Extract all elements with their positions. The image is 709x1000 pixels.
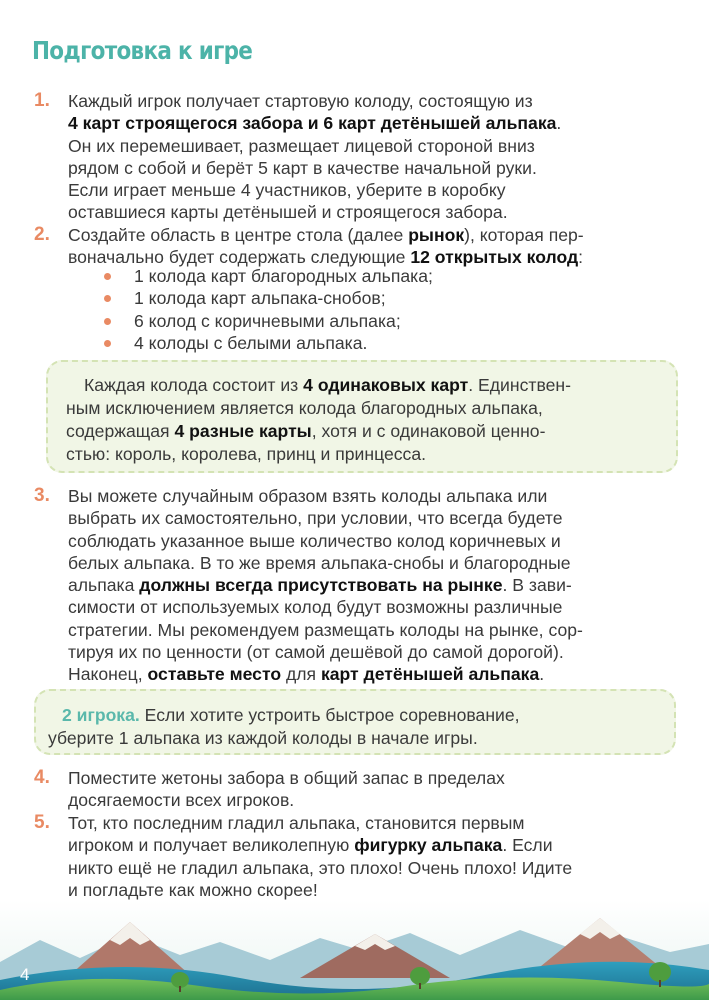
step-text: Вы можете случайным образом взять колоды альпака или выбрать их самостоятельно, при условии, что всегда будете соблюдать указанное выше количество колод коричневых и белых альпака. В то же время альпака-снобы и благородные альпака должны всегда присутствовать на рынке. В зави- симости от используемых колод будут возможны различные стратегии. Мы рекомендуем размещать колоды на рынке, сор- тируя их по ценности (от самой дешёвой до самой дорогой). Наконец, оставьте место для карт детёнышей альпака. [68,486,583,685]
bullet-icon [104,273,111,280]
page-title: Подготовка к игре [32,36,253,65]
note-box-decks [46,360,678,473]
bullet-icon [104,318,111,325]
step-number: 1. [34,90,50,111]
deck-list [104,265,433,354]
note-text: Каждая колода состоит из 4 одинаковых карт. Единствен- ным исключением является колода благородных альпака, содержащая 4 разные карты, хотя и с одинаковой ценно- стью: король, королева, принц и принцесса. [66,375,571,464]
step-text: Тот, кто последним гладил альпака, становится первым игроком и получает великолепную фигурку альпака. Если никто ещё не гладил альпака, это плохо! Очень плохо! Идите и погладьте как можно скорее! [68,813,573,900]
list-item: 1 колода карт благородных альпака; [104,265,433,287]
step-number: 2. [34,224,50,245]
bullet-icon [104,340,111,347]
note-text [48,704,668,750]
list-item: 1 колода карт альпака-снобов; [104,287,433,309]
step-text: Поместите жетоны забора в общий запас в пределах досягаемости всех игроков. [68,768,505,811]
page-number: 4 [20,965,30,984]
note-label: 2 игрока. [62,705,140,725]
step-number: 3. [34,485,50,506]
list-item: 4 колоды с белыми альпака. [104,332,433,354]
step-text: Каждый игрок получает стартовую колоду, состоящую из 4 карт строящегося забора и 6 карт детёнышей альпака. Он их перемешивает, размещает лицевой стороной вниз рядом с собой и берёт 5 карт в качестве начальной руки. Если играет меньше 4 участников, уберите в коробку оставшиеся карты детёнышей и строящегося забора. [68,91,562,223]
step-number: 5. [34,812,50,833]
mountain-landscape-illustration [0,900,709,1000]
step-number: 4. [34,767,50,788]
note-box-two-players [34,689,676,755]
bullet-icon [104,295,111,302]
note-body: Если хотите устроить быстрое соревнование, уберите 1 альпака из каждой колоды в начале игры. [48,705,520,748]
step-text: Создайте область в центре стола (далее рынок), которая пер- воначально будет содержать следующие 12 открытых колод: [68,225,584,268]
list-item: 6 колод с коричневыми альпака; [104,310,433,332]
